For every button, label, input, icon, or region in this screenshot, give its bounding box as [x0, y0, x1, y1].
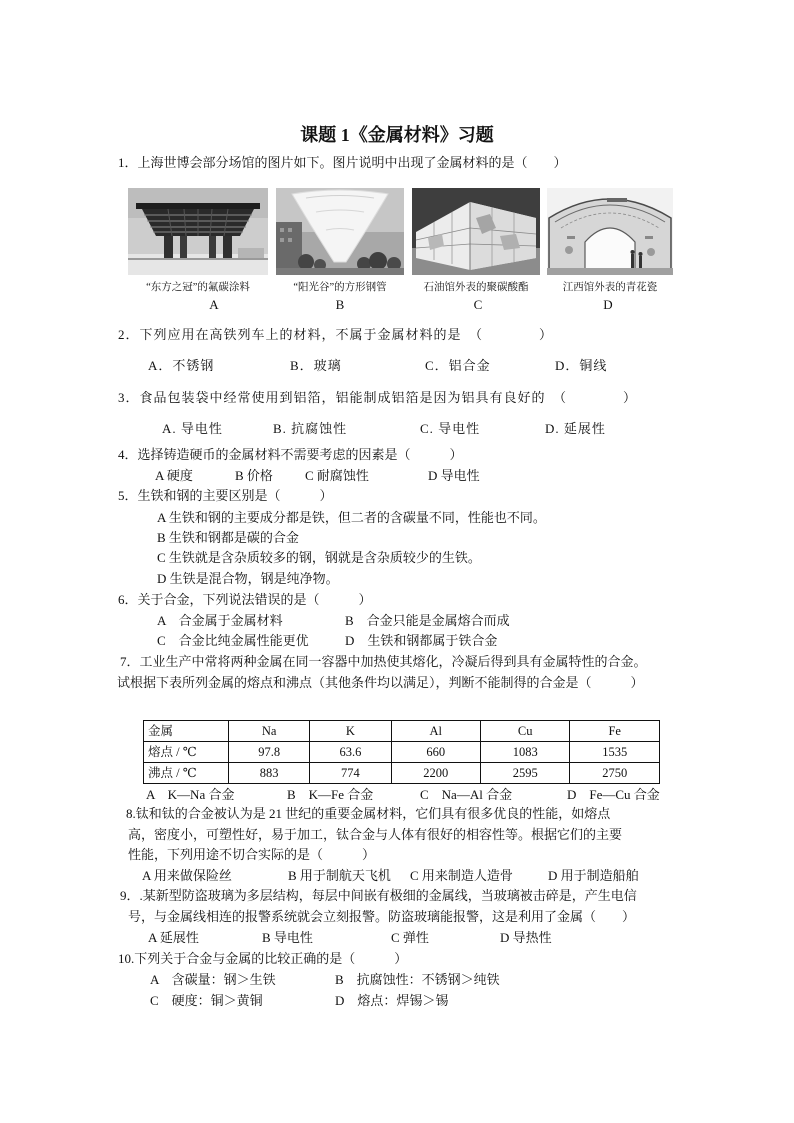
q8-option-a: A 用来做保险丝 — [142, 868, 232, 883]
q10-option-a: A 含碳量：钢＞生铁 — [150, 972, 276, 987]
table-header-al: Al — [391, 721, 480, 742]
q1-image-b — [276, 188, 404, 275]
table-header-k: K — [310, 721, 391, 742]
q1-image-d — [547, 188, 673, 275]
table-header-na: Na — [229, 721, 310, 742]
table-cell: 660 — [391, 742, 480, 763]
table-cell: 1535 — [570, 742, 660, 763]
q9-option-c: C 弹性 — [391, 930, 429, 945]
q3-option-c: C. 导电性 — [420, 421, 481, 436]
q5-option-d: D 生铁是混合物，钢是纯净物。 — [157, 571, 339, 586]
oil-pavilion-photo — [412, 188, 540, 275]
q9-option-d: D 导热性 — [500, 930, 552, 945]
q9-stem-line-2: 号，与金属线相连的报警系统就会立刻报警。防盗玻璃能报警，这是利用了金属（ ） — [128, 909, 636, 924]
q4-stem: 4．选择铸造硬币的金属材料不需要考虑的因素是（ ） — [118, 447, 463, 462]
q6-option-d: D 生铁和钢都属于铁合金 — [345, 633, 498, 648]
q6-option-c: C 合金比纯金属性能更优 — [157, 633, 309, 648]
table-cell: 1083 — [480, 742, 569, 763]
q6-stem: 6．关于合金，下列说法错误的是（ ） — [118, 592, 372, 607]
q5-option-b: B 生铁和钢都是碳的合金 — [157, 530, 299, 545]
q6-option-a: A 合金属于金属材料 — [157, 613, 283, 628]
q9-stem-line-1: 9．.某新型防盗玻璃为多层结构，每层中间嵌有极细的金属线，当玻璃被击碎是，产生电信 — [120, 888, 637, 903]
q7-option-d: D Fe—Cu 合金 — [567, 787, 660, 802]
q9-option-a: A 延展性 — [148, 930, 199, 945]
q1-caption-d: 江西馆外表的青花瓷 — [562, 282, 658, 293]
q2-option-d: D．铜线 — [555, 358, 608, 373]
q8-option-c: C 用来制造人造骨 — [410, 868, 513, 883]
q7-option-b: B K—Fe 合金 — [287, 787, 374, 802]
q1-caption-c: 石油馆外表的聚碳酸酯 — [423, 282, 529, 293]
table-cell: 97.8 — [229, 742, 310, 763]
q1-stem: 1．上海世博会部分场馆的图片如下。图片说明中出现了金属材料的是（ ） — [118, 155, 567, 170]
table-cell: 2750 — [570, 763, 660, 784]
q5-option-a: A 生铁和钢的主要成分都是铁，但二者的含碳量不同，性能也不同。 — [157, 510, 546, 525]
q1-letter-a: A — [209, 297, 219, 312]
table-cell: 63.6 — [310, 742, 391, 763]
q4-option-c: C 耐腐蚀性 — [305, 468, 369, 483]
q7-option-a: A K—Na 合金 — [146, 787, 235, 802]
q4-option-d: D 导电性 — [428, 468, 480, 483]
q1-caption-a: “东方之冠”的氟碳涂料 — [146, 282, 250, 293]
q1-letter-c: C — [473, 297, 483, 312]
q3-option-d: D. 延展性 — [545, 421, 606, 436]
q1-letter-d: D — [603, 297, 613, 312]
q10-stem: 10.下列关于合金与金属的比较正确的是（ ） — [118, 951, 408, 966]
table-cell: 2595 — [480, 763, 569, 784]
jiangxi-pavilion-photo — [547, 188, 673, 275]
table-row-boiling-point — [144, 763, 660, 784]
q4-option-b: B 价格 — [235, 468, 273, 483]
table-cell: 774 — [310, 763, 391, 784]
metal-properties-table — [143, 720, 660, 784]
q6-option-b: B 合金只能是金属熔合而成 — [345, 613, 510, 628]
q3-stem: 3．食品包装袋中经常使用到铝箔，铝能制成铝箔是因为铝具有良好的 （ ） — [118, 390, 638, 405]
table-header-cu: Cu — [480, 721, 569, 742]
q7-stem-line-1: 7．工业生产中常将两种金属在同一容器中加热使其熔化，冷凝后得到具有金属特性的合金。 — [120, 654, 647, 669]
q1-image-a — [128, 188, 268, 275]
china-pavilion-photo — [128, 188, 268, 275]
q10-option-b: B 抗腐蚀性：不锈钢＞纯铁 — [335, 972, 500, 987]
q8-stem-line-2: 高，密度小，可塑性好，易于加工，钛合金与人体有很好的相容性等。根据它们的主要 — [128, 827, 623, 842]
table-cell: 883 — [229, 763, 310, 784]
q2-option-c: C．铝合金 — [425, 358, 491, 373]
table-row-label: 沸点 / ℃ — [144, 763, 229, 784]
q2-option-a: A．不锈钢 — [148, 358, 215, 373]
q8-stem-line-1: 8.钛和钛的合金被认为是 21 世纪的重要金属材料，它们具有很多优良的性能，如熔点 — [126, 806, 611, 821]
q10-option-c: C 硬度：铜＞黄铜 — [150, 993, 263, 1008]
table-row-label: 熔点 / ℃ — [144, 742, 229, 763]
q2-option-b: B．玻璃 — [290, 358, 342, 373]
q9-option-b: B 导电性 — [262, 930, 313, 945]
table-header-row — [144, 721, 660, 742]
q3-option-b: B. 抗腐蚀性 — [273, 421, 348, 436]
q5-stem: 5．生铁和钢的主要区别是（ ） — [118, 488, 333, 503]
sun-valley-photo — [276, 188, 404, 275]
q8-option-d: D 用于制造船舶 — [548, 868, 639, 883]
page-title: 课题 1《金属材料》习题 — [300, 125, 494, 145]
q5-option-c: C 生铁就是含杂质较多的钢，钢就是含杂质较少的生铁。 — [157, 550, 481, 565]
q7-stem-line-2: 试根据下表所列金属的熔点和沸点（其他条件均以满足），判断不能制得的合金是（ ） — [117, 675, 644, 690]
q1-image-c — [412, 188, 540, 275]
q1-letter-b: B — [335, 297, 345, 312]
q3-option-a: A. 导电性 — [162, 421, 223, 436]
table-header-metal: 金属 — [144, 721, 229, 742]
table-header-fe: Fe — [570, 721, 660, 742]
q8-stem-line-3: 性能，下列用途不切合实际的是（ ） — [128, 847, 376, 862]
table-cell: 2200 — [391, 763, 480, 784]
q4-option-a: A 硬度 — [155, 468, 193, 483]
q8-option-b: B 用于制航天飞机 — [288, 868, 391, 883]
q10-option-d: D 熔点：焊锡＞锡 — [335, 993, 449, 1008]
q7-option-c: C Na—Al 合金 — [420, 787, 513, 802]
q2-stem: 2．下列应用在高铁列车上的材料，不属于金属材料的是 （ ） — [118, 327, 554, 342]
q1-caption-b: “阳光谷”的方形钢管 — [293, 282, 387, 293]
table-row-melting-point — [144, 742, 660, 763]
